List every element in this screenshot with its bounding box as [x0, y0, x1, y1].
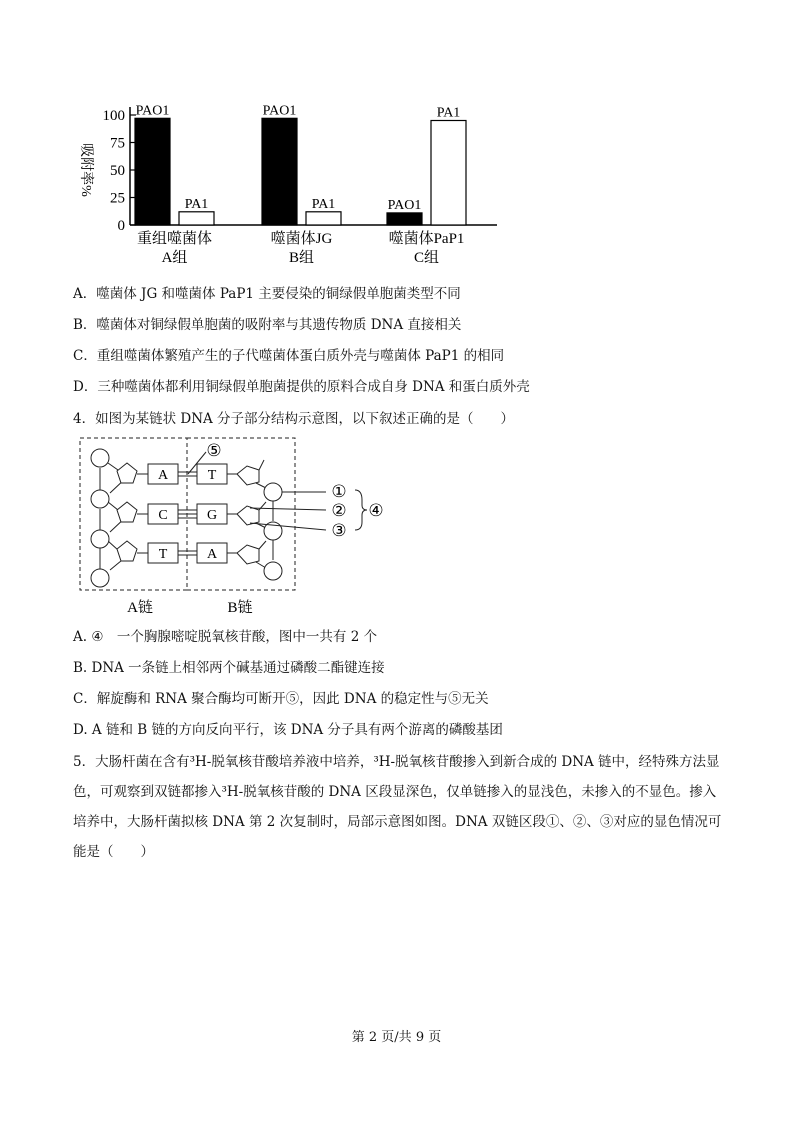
base-label: T	[207, 468, 217, 483]
bar-label: PAO1	[262, 103, 297, 119]
dna-structure-diagram	[70, 430, 400, 620]
q4-option-d: D. A 链和 B 链的方向反向平行，该 DNA 分子具有两个游离的磷酸基团	[73, 722, 503, 738]
bar-pao1	[135, 118, 170, 225]
y-tick-label: 75	[110, 135, 125, 152]
q5-stem: 5．大肠杆菌在含有³H-脱氧核苷酸培养液中培养，³H-脱氧核苷酸掺入到新合成的 DNA 链中，经特殊方法显色，可观察到双链都掺入³H-脱氧核苷酸的 DNA 区段显深色，仅单链掺入的显浅色，未掺入的不显色。掺入培养中，大肠杆菌拟核 DNA 第 2 次复制时，局部示意图如图。DNA 双链区段①、②、③对应的显色情况可能是（ ）	[73, 754, 722, 860]
deoxyribose-pentagon	[237, 466, 259, 485]
bar-label: PAO1	[135, 103, 170, 119]
bar-pao1	[262, 118, 297, 225]
bar-pa1	[431, 121, 466, 226]
a-chain-label: A链	[127, 600, 153, 616]
b-chain-label: B链	[227, 600, 253, 616]
group-label: 噬菌体PaP1	[388, 231, 465, 247]
phosphate-circle	[91, 530, 109, 548]
bar-label: PA1	[311, 196, 336, 212]
base-label: T	[158, 547, 168, 562]
marker-3: ③	[331, 521, 347, 540]
q3-option-c: C．重组噬菌体繁殖产生的子代噬菌体蛋白质外壳与噬菌体 PaP1 的相同	[73, 348, 505, 364]
marker-2: ②	[331, 501, 347, 520]
marker-1: ①	[331, 482, 347, 501]
phosphate-circle	[91, 490, 109, 508]
bar-pao1	[387, 213, 422, 225]
bar-label: PA1	[436, 105, 461, 121]
group-sublabel: C组	[413, 250, 440, 266]
base-label: C	[158, 508, 168, 523]
marker-5: ⑤	[206, 441, 222, 460]
adsorption-bar-chart	[60, 95, 520, 275]
bar-label: PAO1	[387, 197, 422, 213]
base-label: G	[206, 508, 218, 523]
q4-option-c: C．解旋酶和 RNA 聚合酶均可断开⑤，因此 DNA 的稳定性与⑤无关	[73, 691, 489, 707]
phosphate-circle	[91, 449, 109, 467]
deoxyribose-pentagon	[237, 545, 259, 564]
group-label: 噬菌体JG	[270, 231, 333, 247]
group-label: 重组噬菌体	[136, 231, 213, 247]
bar-label: PA1	[184, 196, 209, 212]
q4-option-b: B. DNA 一条链上相邻两个碱基通过磷酸二酯键连接	[73, 660, 385, 676]
y-tick-label: 50	[110, 163, 125, 179]
deoxyribose-pentagon	[117, 541, 137, 561]
q4-stem: 4．如图为某链状 DNA 分子部分结构示意图，以下叙述正确的是（ ）	[73, 411, 515, 427]
q3-option-a: A．噬菌体 JG 和噬菌体 PaP1 主要侵染的铜绿假单胞菌类型不同	[73, 286, 461, 302]
bar-pa1	[179, 212, 214, 225]
y-tick-label: 0	[117, 218, 125, 234]
phosphate-circle	[264, 483, 282, 501]
y-tick-label: 100	[102, 108, 125, 124]
q3-option-b: B．噬菌体对铜绿假单胞菌的吸附率与其遗传物质 DNA 直接相关	[73, 317, 462, 333]
deoxyribose-pentagon	[117, 463, 137, 483]
q3-option-d: D．三种噬菌体都利用铜绿假单胞菌提供的原料合成自身 DNA 和蛋白质外壳	[73, 379, 530, 395]
group-sublabel: A组	[161, 250, 188, 266]
bar-pa1	[306, 212, 341, 225]
marker-4: ④	[368, 501, 384, 520]
deoxyribose-pentagon	[117, 502, 137, 522]
y-tick-label: 25	[110, 190, 125, 207]
deoxyribose-pentagon	[237, 506, 259, 525]
phosphate-circle	[264, 562, 282, 580]
base-label: A	[206, 547, 218, 562]
y-axis-label: 吸附率%	[78, 143, 93, 197]
base-label: A	[157, 468, 169, 483]
group-sublabel: B组	[288, 250, 315, 266]
q4-option-a: A. ④ 一个胸腺嘧啶脱氧核苷酸，图中一共有 2 个	[73, 629, 378, 645]
page-footer: 第 2 页/共 9 页	[351, 1030, 442, 1045]
phosphate-circle	[91, 569, 109, 587]
